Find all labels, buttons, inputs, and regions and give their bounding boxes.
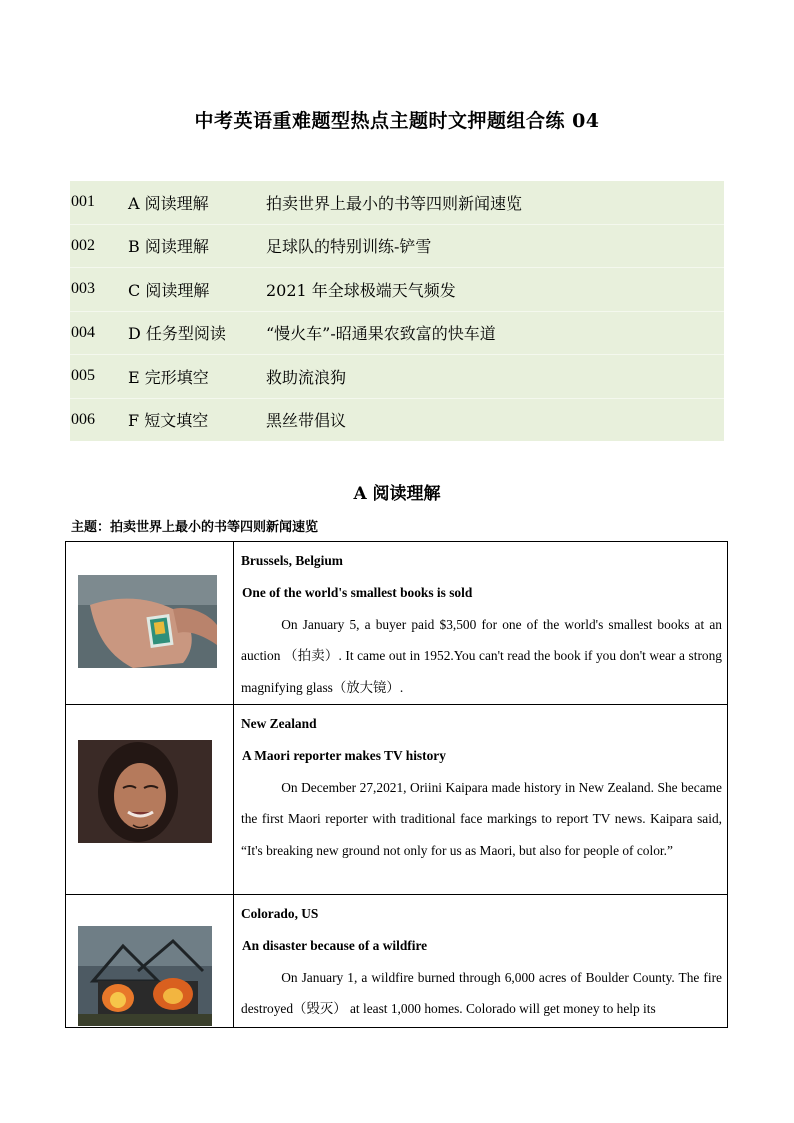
toc-number: 006: [71, 410, 95, 428]
toc-question-type: D 任务型阅读: [128, 324, 226, 344]
toc-number: 001: [71, 193, 95, 211]
toc-number: 002: [71, 236, 95, 254]
toc-row: [70, 224, 724, 268]
news-location: New Zealand: [241, 715, 317, 731]
news-headline: A Maori reporter makes TV history: [242, 747, 446, 763]
toc-row: [70, 354, 724, 398]
toc-row: [70, 398, 724, 442]
toc-topic: 救助流浪狗: [266, 367, 347, 387]
toc-question-type: F 短文填空: [128, 411, 209, 431]
news-text-cell: [234, 894, 728, 1027]
contents-table: [70, 181, 724, 441]
section-heading: A 阅读理解: [353, 484, 441, 504]
toc-topic: 2021 年全球极端天气频发: [266, 280, 456, 300]
toc-number: 004: [71, 323, 95, 341]
news-location: Colorado, US: [241, 905, 319, 921]
news-text-cell: [234, 542, 728, 705]
toc-question-type: E 完形填空: [128, 367, 209, 387]
news-headline: An disaster because of a wildfire: [242, 937, 428, 953]
news-image-cell: [66, 542, 234, 705]
news-headline: One of the world's smallest books is sold: [242, 584, 473, 600]
news-table: [65, 541, 728, 1028]
toc-question-type: C 阅读理解: [128, 280, 210, 300]
reporter-photo: [78, 740, 212, 843]
tiny-book-photo: [78, 575, 217, 668]
news-body: On January 1, a wildfire burned through 6,000 acres of Boulder County. The fire destroyed（毁灭） at least 1,000 homes. Colorado will get money to help its: [241, 969, 722, 1017]
toc-question-type: B 阅读理解: [128, 237, 209, 257]
toc-number: 003: [71, 280, 95, 298]
toc-topic: 黑丝带倡议: [266, 411, 347, 431]
toc-question-type: A 阅读理解: [128, 193, 209, 213]
toc-row: [70, 311, 724, 355]
toc-number: 005: [71, 367, 95, 385]
news-body: On December 27,2021, Oriini Kaipara made history in New Zealand. She became the first Maori reporter with traditional face markings to report TV news. Kaipara said, “It's breaking new ground not only for us as Maori, but also for people of color.”: [241, 779, 722, 859]
toc-topic: “慢火车”-昭通果农致富的快车道: [266, 324, 496, 344]
news-image-cell: [66, 704, 234, 894]
toc-topic: 拍卖世界上最小的书等四则新闻速览: [266, 193, 523, 213]
burning-house-photo: [78, 926, 212, 1026]
news-image-cell: [66, 894, 234, 1027]
toc-row: [70, 267, 724, 311]
page-title: 中考英语重难题型热点主题时文押题组合练 04: [194, 110, 600, 132]
news-text-cell: [234, 704, 728, 894]
toc-topic: 足球队的特别训练-铲雪: [266, 237, 432, 257]
news-row: [66, 704, 728, 894]
news-location: Brussels, Belgium: [241, 553, 343, 568]
news-body: On January 5, a buyer paid $3,500 for one of the world's smallest books at an auction （拍卖）. It came out in 1952.You can't read the book if you don't wear a strong magnifying glass（放大镜）.: [241, 616, 722, 696]
toc-row: [70, 181, 724, 224]
news-row: [66, 894, 728, 1027]
theme-line: 主题：拍卖世界上最小的书等四则新闻速览: [71, 520, 319, 535]
news-row: [66, 542, 728, 705]
